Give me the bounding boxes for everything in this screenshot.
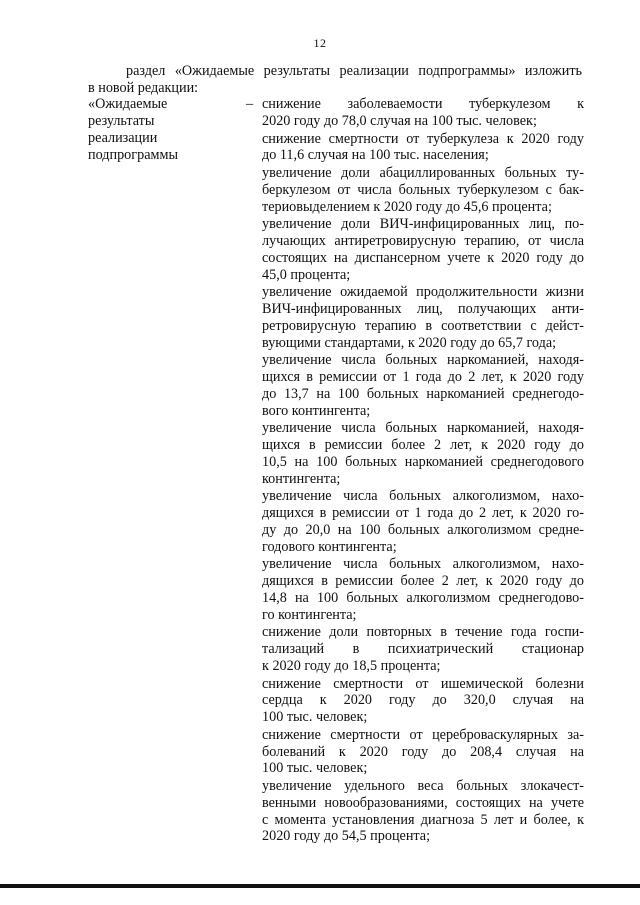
result-item-line: ретровирусную терапию в соответствии с дейст-	[262, 317, 584, 334]
result-item-line: годового контингента;	[262, 538, 397, 555]
result-item-line: увеличение доли абациллированных больных ту-	[262, 165, 584, 181]
result-item	[262, 488, 584, 555]
result-item	[262, 676, 584, 726]
result-item-line: увеличение числа больных наркоманией, находя-	[262, 352, 584, 369]
page-number: 12	[313, 36, 327, 50]
result-item-line: до 11,6 случая на 100 тыс. населения;	[262, 147, 489, 164]
intro-line-2: в новой редакции:	[88, 80, 199, 96]
result-item-line: 100 тыс. человек;	[262, 760, 368, 777]
result-item-line: ВИЧ-инфицированных лиц, получающих анти-	[262, 301, 584, 317]
result-item	[262, 420, 584, 487]
result-item-line: 10,5 на 100 больных наркоманией среднегодового	[262, 453, 584, 470]
result-item-line: увеличение удельного веса больных злокачест-	[262, 778, 584, 794]
result-item-line: вого контингента;	[262, 402, 371, 419]
result-item-line: тализаций в психиатрический стационар	[262, 641, 584, 657]
result-item-line: 100 тыс. человек;	[262, 709, 368, 725]
result-item-line: 2020 году до 78,0 случая на 100 тыс. человек;	[262, 112, 537, 129]
result-item	[262, 131, 584, 165]
result-item	[262, 727, 584, 777]
intro-paragraph	[88, 63, 582, 97]
result-item-line: к 2020 году до 18,5 процента;	[262, 657, 441, 674]
dash-separator: –	[246, 96, 254, 112]
results-list	[262, 96, 584, 846]
result-item	[262, 778, 584, 845]
result-item-line: снижение смертности от цереброваскулярных за-	[262, 726, 584, 743]
result-item-line: снижение заболеваемости туберкулезом к	[262, 96, 584, 112]
result-item	[262, 284, 584, 351]
result-item-line: сердца к 2020 году до 320,0 случая на	[262, 692, 584, 709]
result-item-line: снижение смертности от туберкулеза к 2020 году	[262, 130, 584, 147]
intro-line-1: раздел «Ожидаемые результаты реализации подпрограммы» изложить	[126, 63, 582, 79]
result-item-line: щихся в ремиссии от 1 года до 2 лет, к 2020 году	[262, 369, 584, 385]
result-item-line: 45,0 процента;	[262, 266, 351, 283]
result-item-line: увеличение доли ВИЧ-инфицированных лиц, по-	[262, 216, 584, 233]
result-item-line: 14,8 на 100 больных алкоголизмом среднегодово-	[262, 589, 584, 606]
result-item-line: до 13,7 на 100 больных наркоманией среднегодо-	[262, 385, 584, 402]
result-item-line: контингента;	[262, 470, 341, 487]
result-item-line: увеличение числа больных наркоманией, находя-	[262, 420, 584, 437]
result-item	[262, 96, 584, 130]
result-item	[262, 624, 584, 674]
section-label-line: подпрограммы	[88, 147, 178, 163]
result-item-line: беркулезом от числа больных туберкулезом с бак-	[262, 181, 584, 198]
section-label-line: реализации	[88, 130, 158, 146]
result-item-line: щихся в ремиссии более 2 лет, к 2020 году до	[262, 437, 584, 453]
result-item-line: увеличение ожидаемой продолжительности жизни	[262, 284, 584, 301]
result-item-line: увеличение числа больных алкоголизмом, нахо-	[262, 488, 584, 505]
result-item-line: венными новообразованиями, состоящих на учете	[262, 794, 584, 811]
result-item-line: 2020 году до 54,5 процента;	[262, 828, 431, 845]
result-item-line: с момента установления диагноза 5 лет и более, к	[262, 811, 584, 828]
result-item-line: ду до 20,0 на 100 больных алкоголизмом средне-	[262, 521, 584, 538]
result-item-line: увеличение числа больных алкоголизмом, нахо-	[262, 556, 584, 573]
result-item-line: снижение доли повторных в течение года госпи-	[262, 624, 584, 641]
result-item	[262, 216, 584, 283]
section-label-line: «Ожидаемые	[88, 96, 168, 112]
result-item-line: состоящих на диспансерном учете к 2020 году до	[262, 249, 584, 266]
result-item-line: дящихся в ремиссии от 1 года до 2 лет, к 2020 го-	[262, 505, 584, 521]
result-item-line: болеваний к 2020 году до 208,4 случая на	[262, 743, 584, 760]
result-item-line: вующими стандартами, к 2020 году до 65,7 года;	[262, 334, 557, 351]
result-item-line: го контингента;	[262, 606, 357, 623]
result-item-line: снижение смертности от ишемической болезни	[262, 675, 584, 692]
footer-rule	[0, 884, 640, 888]
result-item-line: дящихся в ремиссии более 2 лет, к 2020 году до	[262, 573, 584, 589]
result-item	[262, 165, 584, 215]
result-item	[262, 352, 584, 419]
result-item-line: териовыделением к 2020 году до 45,6 процента;	[262, 198, 552, 215]
result-item-line: лучающих антиретровирусную терапию, от числа	[262, 233, 584, 249]
result-item	[262, 556, 584, 623]
section-label-line: результаты	[88, 113, 155, 129]
section-label	[88, 96, 238, 164]
